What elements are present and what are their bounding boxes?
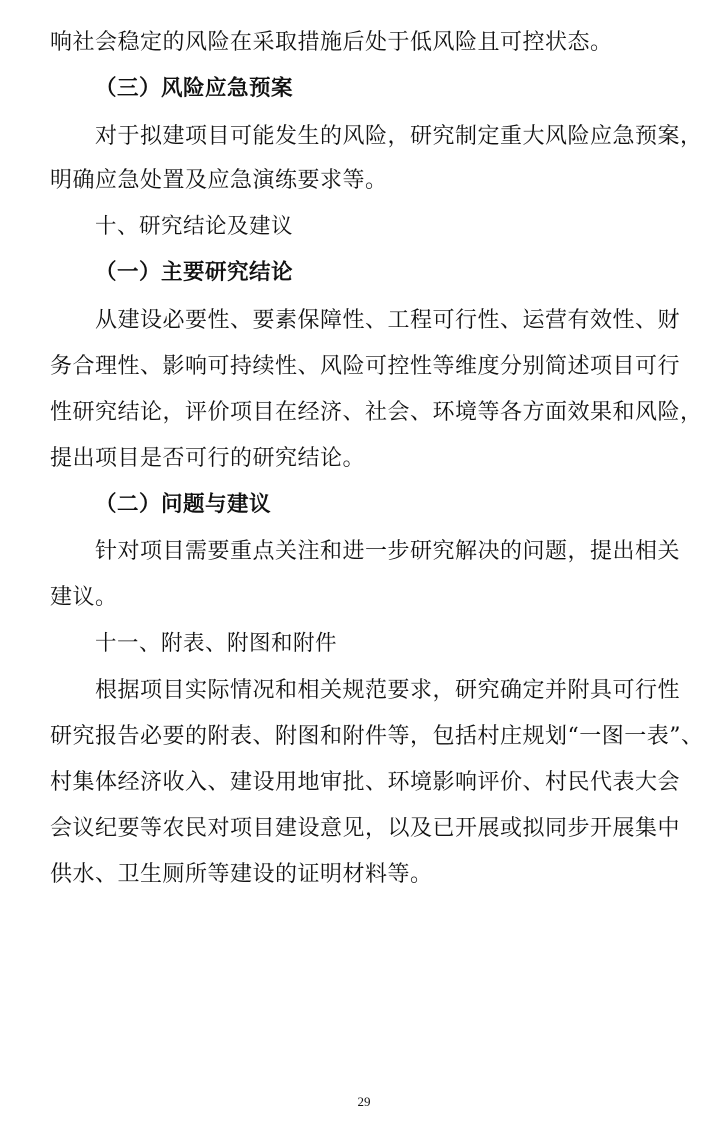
subsection-heading-issues-suggestions: （二）问题与建议 (95, 492, 272, 517)
section-heading-conclusions: 十、研究结论及建议 (95, 214, 294, 239)
body-text-line: 针对项目需要重点关注和进一步研究解决的问题，提出相关 (95, 539, 681, 564)
body-text-line: 供水、卫生厕所等建设的证明材料等。 (50, 862, 433, 887)
body-text-line: 从建设必要性、要素保障性、工程可行性、运营有效性、财 (95, 308, 681, 333)
body-text-line: 明确应急处置及应急演练要求等。 (50, 168, 388, 193)
body-text-line: 建议。 (50, 585, 118, 610)
page-number: 29 (357, 1094, 371, 1109)
subsection-heading-risk-contingency-plan: （三）风险应急预案 (95, 76, 294, 101)
section-heading-attachments: 十一、附表、附图和附件 (95, 631, 338, 656)
body-text-line: 研究报告必要的附表、附图和附件等，包括村庄规划“一图一表”、 (50, 724, 704, 749)
body-text-line: 响社会稳定的风险在采取措施后处于低风险且可控状态。 (50, 30, 613, 55)
body-text-line: 务合理性、影响可持续性、风险可控性等维度分别简述项目可行 (50, 354, 681, 379)
body-text-line: 会议纪要等农民对项目建设意见，以及已开展或拟同步开展集中 (50, 816, 681, 841)
body-text-line: 提出项目是否可行的研究结论。 (50, 446, 366, 471)
body-text-line: 村集体经济收入、建设用地审批、环境影响评价、村民代表大会 (50, 770, 681, 795)
body-text-line: 对于拟建项目可能发生的风险，研究制定重大风险应急预案， (95, 124, 703, 149)
body-text-line: 根据项目实际情况和相关规范要求，研究确定并附具可行性 (95, 678, 681, 703)
body-text-line: 性研究结论，评价项目在经济、社会、环境等各方面效果和风险， (50, 400, 703, 425)
subsection-heading-main-conclusions: （一）主要研究结论 (95, 260, 294, 285)
